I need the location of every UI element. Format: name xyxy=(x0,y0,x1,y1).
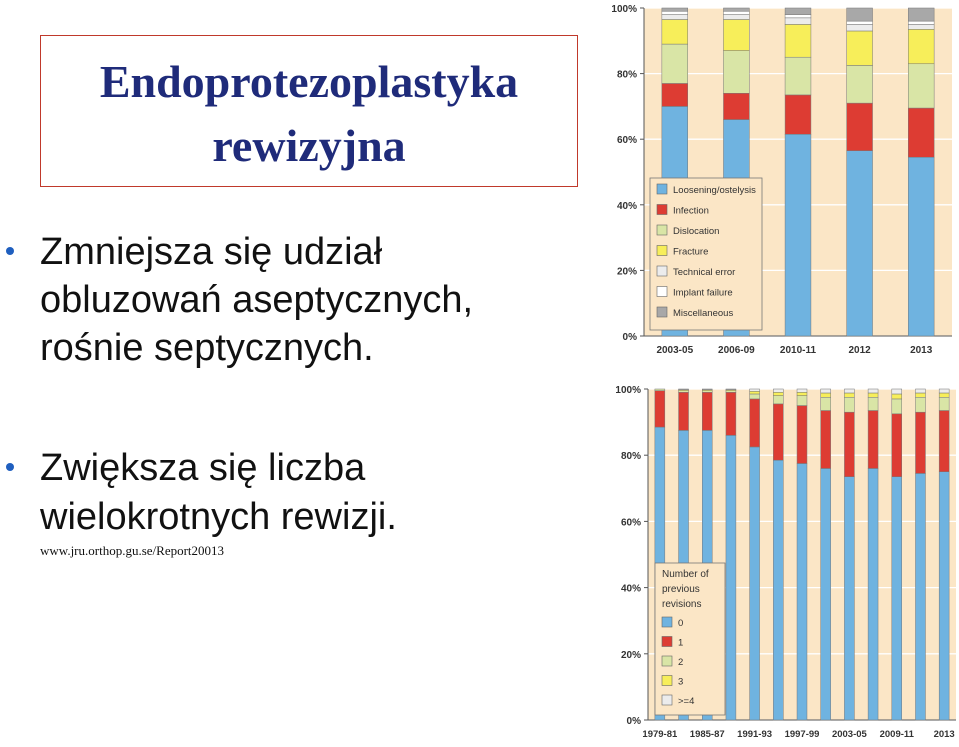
chart2-legend-label-0: 0 xyxy=(678,618,684,629)
chart2-bar-1-2009-11 xyxy=(892,414,902,477)
chart2-legend-title: revisions xyxy=(662,599,702,610)
chart2-bar-1-1991-93 xyxy=(750,399,760,447)
chart1-ytick-label: 0% xyxy=(622,332,637,343)
chart1-bar-loosening-ostelysis-2010-11 xyxy=(785,134,811,336)
chart1-bar-dislocation-2012 xyxy=(847,65,873,103)
chart2-bar-0-1988-90 xyxy=(726,435,736,720)
chart2-bar-2-1994-96 xyxy=(773,396,783,404)
chart2-bar-2-2012 xyxy=(915,397,925,412)
chart1-bar-technical-error-2006-09 xyxy=(723,15,749,20)
chart1-bar-miscellaneous-2003-05 xyxy=(662,8,688,11)
chart1-ytick-label: 80% xyxy=(616,69,637,81)
chart1-bar-implant-failure-2013 xyxy=(908,21,934,24)
chart1-legend-label-technical-error: Technical error xyxy=(673,267,736,278)
chart2-bar-4-1988-90 xyxy=(726,389,736,390)
chart1-bar-implant-failure-2006-09 xyxy=(723,11,749,14)
chart1-legend-label-loosening-ostelysis: Loosening/ostelysis xyxy=(673,185,756,196)
slide-title-line-1: Endoprotezoplastyka xyxy=(99,56,519,107)
chart2-legend-swatch-0 xyxy=(662,617,672,627)
chart1-ytick-label: 40% xyxy=(616,200,637,212)
chart2-bar-4-2009-11 xyxy=(892,389,902,394)
chart2-bar-4-2000-02 xyxy=(821,389,831,393)
chart2-xtick-label: 1979-81 xyxy=(642,729,678,740)
chart1-bar-miscellaneous-2012 xyxy=(847,8,873,21)
chart1-xtick-label: 2003-05 xyxy=(656,345,694,356)
chart2-legend-swatch-4 xyxy=(662,695,672,705)
bullet-1-line-2: obluzowań aseptycznych, xyxy=(40,279,474,321)
chart2-bar-0-1991-93 xyxy=(750,447,760,720)
chart1-bar-fracture-2006-09 xyxy=(723,19,749,50)
chart2-bar-0-2006-08 xyxy=(868,468,878,720)
chart2-bar-3-2012 xyxy=(915,393,925,397)
chart1-bar-technical-error-2003-05 xyxy=(662,15,688,20)
chart1-bar-dislocation-2006-09 xyxy=(723,51,749,94)
chart1-bar-miscellaneous-2013 xyxy=(908,8,934,21)
chart1-bar-fracture-2003-05 xyxy=(662,19,688,44)
chart2-bar-4-2013 xyxy=(939,389,949,393)
chart2-bar-3-2006-08 xyxy=(868,393,878,397)
chart1-bar-miscellaneous-2010-11 xyxy=(785,8,811,15)
chart1-legend-swatch-fracture xyxy=(657,246,667,256)
bullet-1-line-1: Zmniejsza się udział xyxy=(40,231,383,273)
chart2-bar-2-1991-93 xyxy=(750,394,760,399)
chart1-legend-swatch-miscellaneous xyxy=(657,307,667,317)
chart2-legend-title: Number of xyxy=(662,569,709,580)
chart1-bar-implant-failure-2003-05 xyxy=(662,11,688,14)
bullet-2-line-2: wielokrotnych rewizji. xyxy=(40,496,397,538)
chart1-bar-loosening-ostelysis-2013 xyxy=(908,157,934,336)
title-box xyxy=(40,35,578,187)
chart1-bar-infection-2006-09 xyxy=(723,93,749,119)
chart2-bar-1-2003-05 xyxy=(844,412,854,477)
chart2-bar-1-2000-02 xyxy=(821,411,831,469)
chart2-bar-0-2000-02 xyxy=(821,468,831,720)
chart2-bar-0-2013 xyxy=(939,472,949,720)
chart1-legend-label-implant-failure: Implant failure xyxy=(673,287,733,299)
chart2-bar-2-2000-02 xyxy=(821,397,831,410)
chart2-bar-4-2006-08 xyxy=(868,389,878,393)
chart1-bar-infection-2013 xyxy=(908,108,934,157)
chart1-ytick-label: 20% xyxy=(616,266,637,278)
chart1-ytick-label: 100% xyxy=(611,4,637,15)
chart2-bar-2-2009-11 xyxy=(892,399,902,414)
chart2-bar-1-1985-87 xyxy=(702,392,712,430)
chart1-xtick-label: 2012 xyxy=(848,345,871,356)
chart2-bar-1-1979-81 xyxy=(655,391,665,427)
chart2-bar-4-2012 xyxy=(915,389,925,393)
chart2-bar-4-1982-84 xyxy=(679,389,689,390)
previous-revisions-chart xyxy=(600,380,959,747)
chart1-bar-dislocation-2010-11 xyxy=(785,57,811,95)
chart2-bar-3-2003-05 xyxy=(844,393,854,397)
chart1-legend-label-infection: Infection xyxy=(673,205,709,217)
bullet-1-line-3: rośnie septycznych. xyxy=(40,327,374,369)
chart2-xtick-label: 2009-11 xyxy=(879,729,914,740)
chart2-bar-0-2009-11 xyxy=(892,477,902,720)
chart2-legend-label-1: 1 xyxy=(678,637,684,649)
chart2-ytick-label: 100% xyxy=(615,385,641,396)
chart2-legend-label-3: 3 xyxy=(678,676,684,688)
chart2-legend-swatch-3 xyxy=(662,676,672,686)
chart2-bar-1-1994-96 xyxy=(773,404,783,460)
chart1-xtick-label: 2006-09 xyxy=(718,345,755,356)
chart1-bar-miscellaneous-2006-09 xyxy=(723,8,749,11)
chart2-bar-1-2006-08 xyxy=(868,411,878,469)
chart1-bar-infection-2010-11 xyxy=(785,95,811,134)
chart2-bar-0-1994-96 xyxy=(773,460,783,720)
chart2-bar-1-2013 xyxy=(939,411,949,472)
chart1-bar-fracture-2013 xyxy=(908,29,934,63)
chart2-xtick-label: 1997-99 xyxy=(784,729,820,740)
chart2-bar-0-2012 xyxy=(915,473,925,720)
chart2-bar-3-2000-02 xyxy=(821,393,831,397)
chart1-xtick-label: 2013 xyxy=(910,345,933,356)
chart2-legend-title: previous xyxy=(662,584,700,595)
chart1-legend-swatch-loosening-ostelysis xyxy=(657,184,667,194)
chart2-bar-4-1985-87 xyxy=(702,389,712,390)
chart2-xtick-label: 1985-87 xyxy=(689,729,725,740)
chart2-bar-4-2003-05 xyxy=(844,389,854,393)
chart2-bar-4-1991-93 xyxy=(750,389,760,391)
chart1-bar-infection-2003-05 xyxy=(662,83,688,106)
chart1-bar-fracture-2012 xyxy=(847,31,873,65)
chart2-bar-4-1997-99 xyxy=(797,389,807,392)
chart2-bar-0-1997-99 xyxy=(797,463,807,720)
chart1-bar-technical-error-2010-11 xyxy=(785,18,811,25)
chart2-ytick-label: 60% xyxy=(620,517,641,529)
revision-reasons-chart xyxy=(600,0,959,370)
chart2-bar-2-2003-05 xyxy=(844,397,854,412)
chart2-bar-3-1997-99 xyxy=(797,392,807,395)
chart2-bar-3-1991-93 xyxy=(750,391,760,394)
chart1-bar-implant-failure-2012 xyxy=(847,21,873,24)
chart1-bar-fracture-2010-11 xyxy=(785,24,811,57)
chart2-bar-2-1979-81 xyxy=(655,389,665,391)
chart2-bar-3-2013 xyxy=(939,393,949,397)
chart2-legend-swatch-2 xyxy=(662,656,672,666)
chart2-xtick-label: 2003-05 xyxy=(831,729,867,740)
chart1-bar-infection-2012 xyxy=(847,103,873,151)
chart1-bar-implant-failure-2010-11 xyxy=(785,15,811,18)
chart1-legend-swatch-technical-error xyxy=(657,266,667,276)
chart1-legend-swatch-infection xyxy=(657,205,667,215)
chart2-legend-label-2: 2 xyxy=(678,657,684,668)
chart2-bar-2-1997-99 xyxy=(797,396,807,406)
chart1-bar-technical-error-2012 xyxy=(847,24,873,31)
chart1-ytick-label: 60% xyxy=(616,135,637,147)
chart1-legend-label-dislocation: Dislocation xyxy=(673,226,720,237)
chart1-xtick-label: 2010-11 xyxy=(779,345,817,356)
bullet-2-marker xyxy=(6,463,14,471)
source-link[interactable]: www.jru.orthop.gu.se/Report20013 xyxy=(40,543,225,558)
chart1-legend-label-fracture: Fracture xyxy=(673,246,709,258)
chart1-legend-swatch-dislocation xyxy=(657,225,667,235)
chart2-ytick-label: 40% xyxy=(620,583,641,595)
chart2-bar-2-2006-08 xyxy=(868,397,878,410)
chart2-bar-3-2009-11 xyxy=(892,394,902,399)
chart2-legend-label-4: >=4 xyxy=(678,696,695,707)
chart2-ytick-label: 20% xyxy=(620,649,641,661)
chart2-bar-4-1994-96 xyxy=(773,389,783,392)
chart1-bar-dislocation-2013 xyxy=(908,64,934,108)
slide-title-line-2: rewizyjna xyxy=(212,120,406,171)
chart2-bar-1-1997-99 xyxy=(797,406,807,464)
bullet-1-marker xyxy=(6,247,14,255)
chart2-bar-1-1982-84 xyxy=(679,392,689,430)
chart2-bar-1-2012 xyxy=(915,412,925,473)
chart2-bar-1-1988-90 xyxy=(726,392,736,435)
chart2-xtick-label: 2013 xyxy=(933,729,955,740)
chart2-legend-swatch-1 xyxy=(662,637,672,647)
chart1-legend-label-miscellaneous: Miscellaneous xyxy=(673,308,734,319)
bullet-2-line-1: Zwiększa się liczba xyxy=(40,447,366,489)
chart1-bar-loosening-ostelysis-2012 xyxy=(847,151,873,336)
chart2-bar-2-2013 xyxy=(939,397,949,410)
chart2-bar-3-1994-96 xyxy=(773,392,783,395)
chart2-xtick-label: 1991-93 xyxy=(737,729,773,740)
chart1-bar-technical-error-2013 xyxy=(908,24,934,29)
chart2-bar-0-2003-05 xyxy=(844,477,854,720)
chart1-bar-dislocation-2003-05 xyxy=(662,44,688,83)
chart2-ytick-label: 0% xyxy=(626,716,641,727)
chart1-legend-swatch-implant-failure xyxy=(657,287,667,297)
chart2-ytick-label: 80% xyxy=(620,451,641,463)
